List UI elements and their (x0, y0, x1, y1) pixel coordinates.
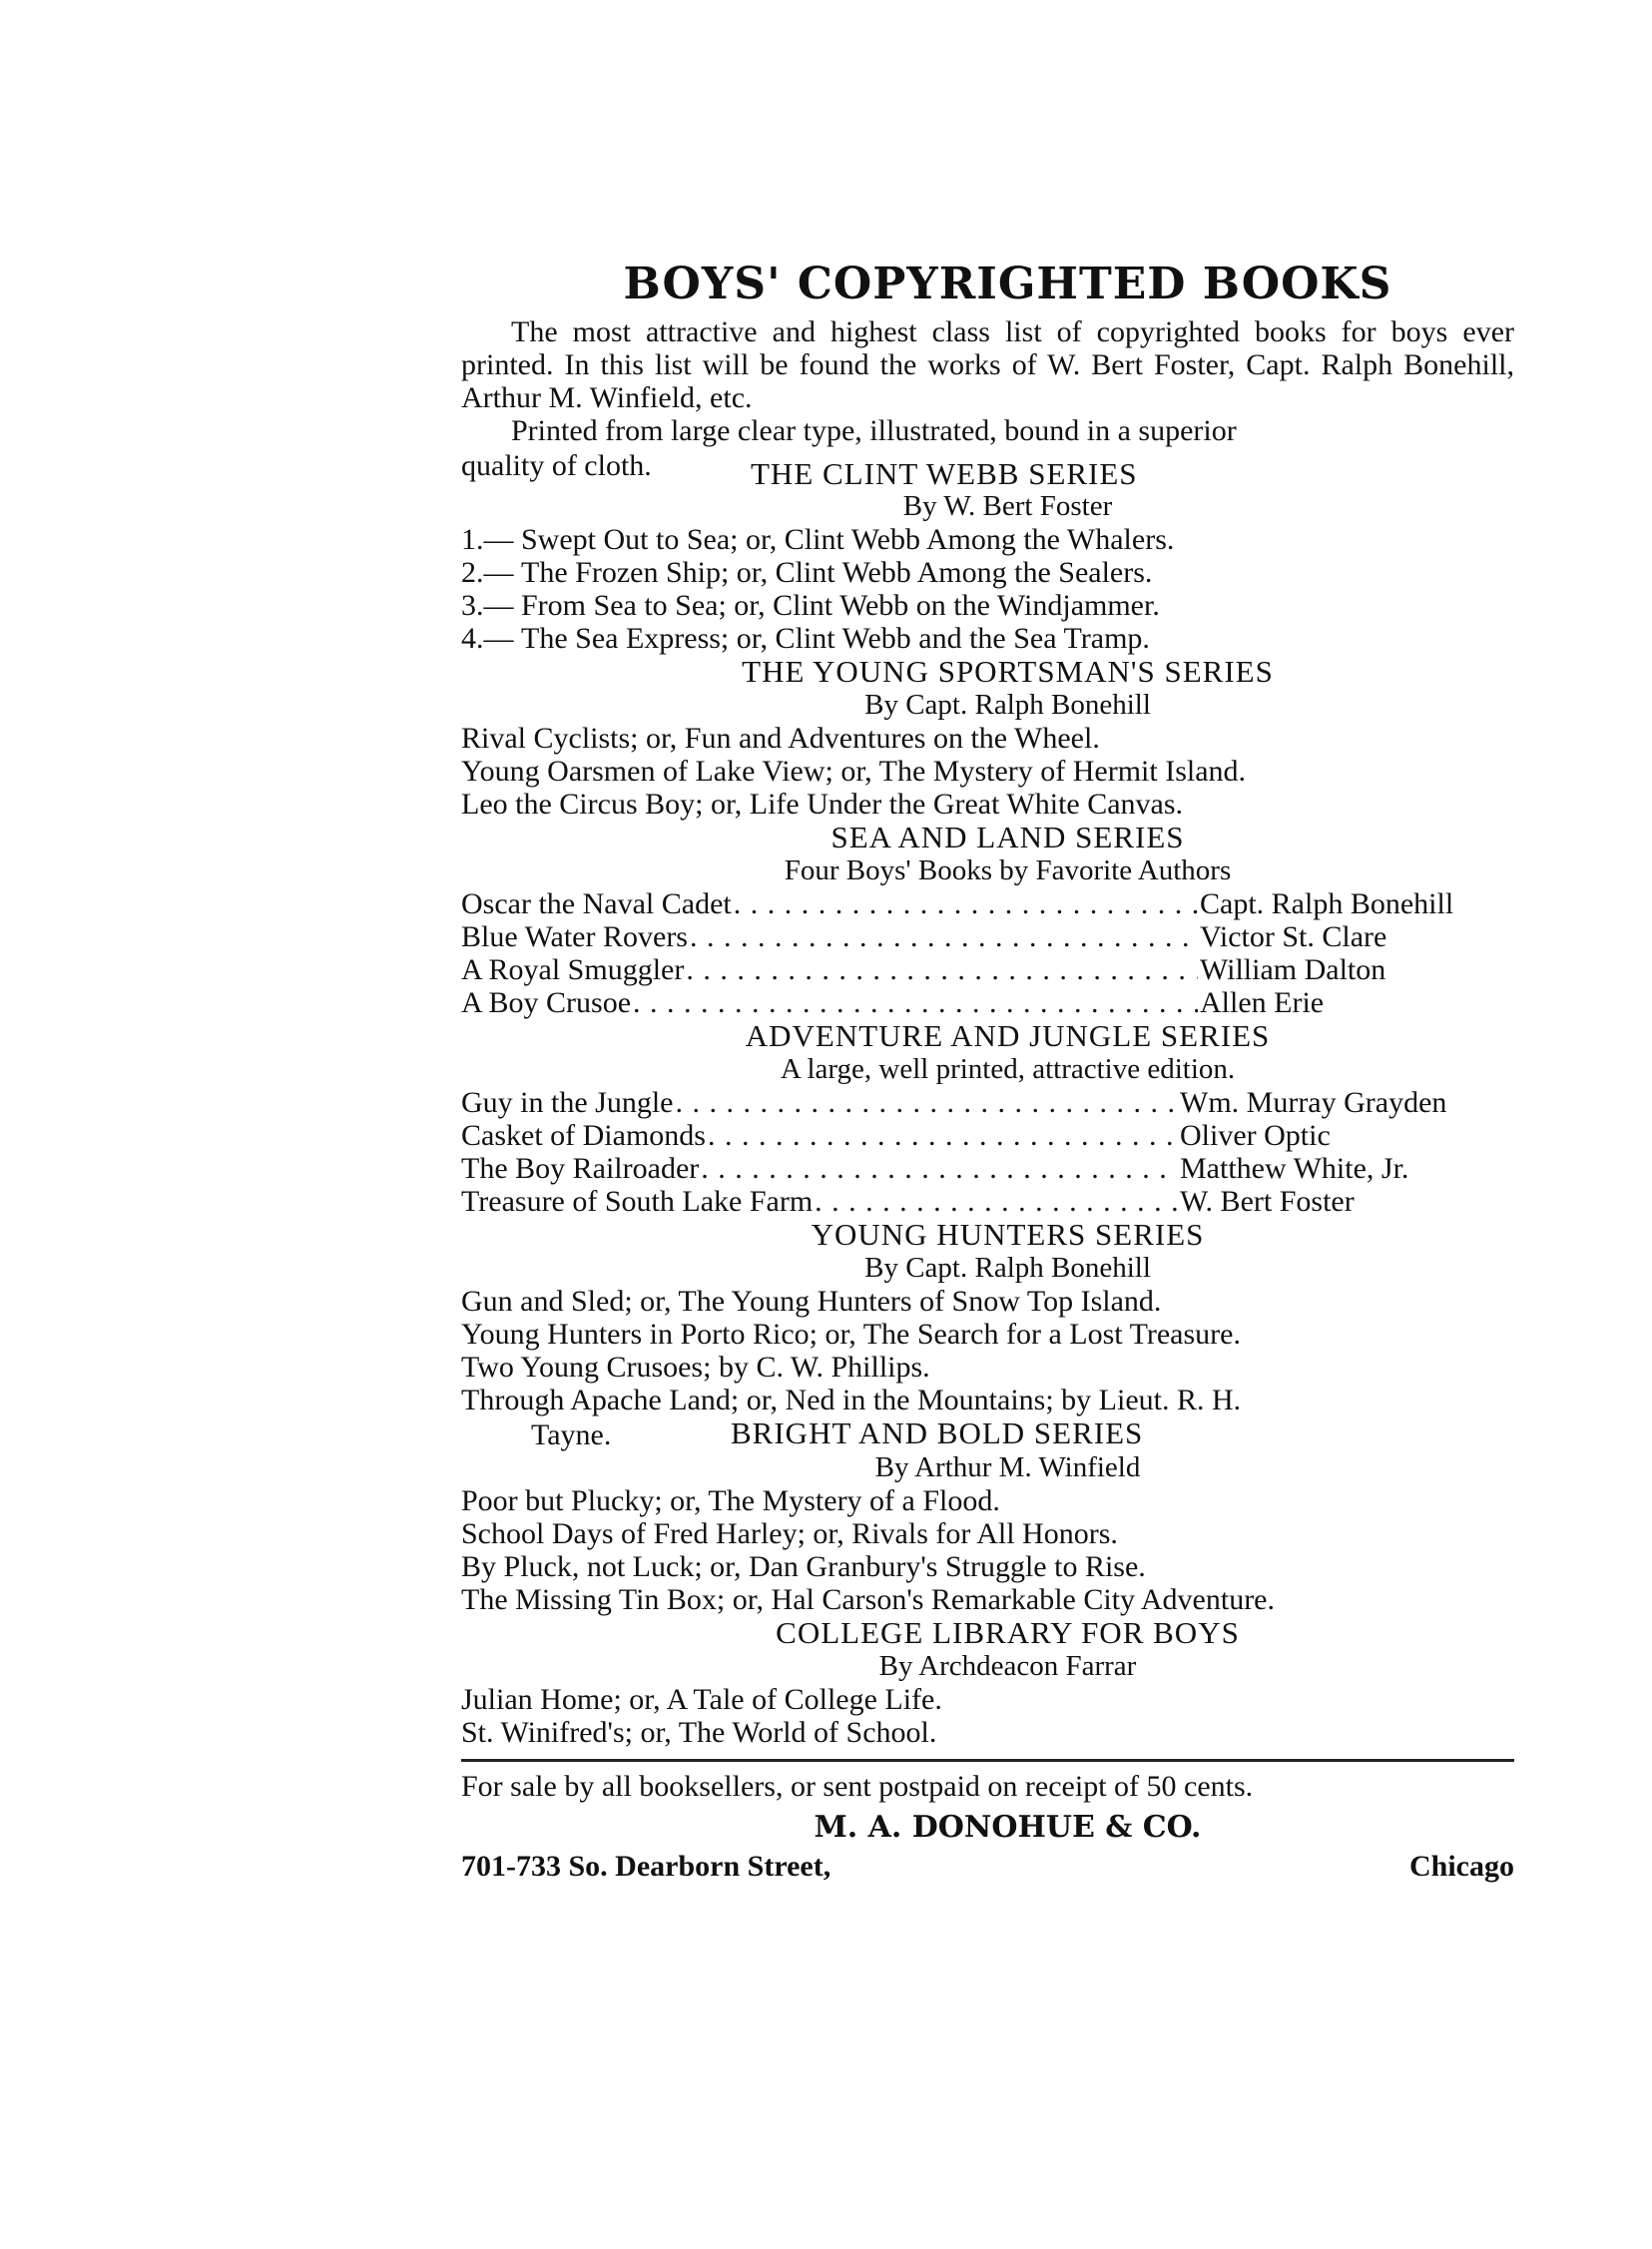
series-byline: A large, well printed, attractive edition. (780, 1053, 1236, 1085)
list-item: Gun and Sled; or, The Young Hunters of Snow Top Island. (461, 1285, 1162, 1318)
clint-webb-heading: THE CLINT WEBB SERIES (751, 456, 1138, 491)
street-address: 701-733 So. Dearborn Street, (461, 1850, 831, 1883)
series-byline: By Capt. Ralph Bonehill (864, 1252, 1151, 1284)
series-byline: By Capt. Ralph Bonehill (864, 689, 1151, 721)
series-byline: By W. Bert Foster (902, 490, 1113, 522)
publisher-address (461, 1848, 1514, 1886)
advertisement-page (461, 258, 1514, 1886)
young-sportsman-series (461, 655, 1514, 821)
list-item: By Pluck, not Luck; or, Dan Granbury's Struggle to Rise. (461, 1550, 1146, 1583)
list-item: Leo the Circus Boy; or, Life Under the Great White Canvas. (461, 788, 1184, 821)
list-item: Poor but Plucky; or, The Mystery of a Flood. (461, 1484, 1000, 1517)
list-item: Guy in the Jungle . . . Wm. Murray Grayden (461, 1086, 1514, 1119)
young-hunters-series (461, 1218, 1514, 1416)
list-item: Casket of Diamonds . . . Oliver Optic (461, 1119, 1514, 1152)
list-item: Young Hunters in Porto Rico; or, The Search for a Lost Treasure. (461, 1318, 1241, 1351)
series-heading: YOUNG HUNTERS SERIES (811, 1217, 1205, 1252)
bright-bold-heading: BRIGHT AND BOLD SERIES (731, 1415, 1144, 1450)
publisher-name: M. A. DONOHUE & CO. (814, 1810, 1202, 1845)
sale-note: For sale by all booksellers, or sent postpaid on receipt of 50 cents. (461, 1770, 1254, 1803)
list-item: School Days of Fred Harley; or, Rivals for All Honors. (461, 1517, 1118, 1550)
list-item: Rival Cyclists; or, Fun and Adventures on the Wheel. (461, 722, 1100, 755)
list-item: A Royal Smuggler . . . William Dalton (461, 953, 1514, 986)
list-item: 4.— The Sea Express; or, Clint Webb and the Sea Tramp. (461, 622, 1150, 655)
series-heading: THE YOUNG SPORTSMAN'S SERIES (742, 654, 1274, 689)
series-byline: Four Boys' Books by Favorite Authors (784, 854, 1232, 886)
list-item: A Boy Crusoe . . . Allen Erie (461, 986, 1514, 1019)
list-item: Two Young Crusoes; by C. W. Phillips. (461, 1351, 930, 1384)
hunters-bright-row (461, 1416, 1514, 1451)
list-item: Oscar the Naval Cadet . . . Capt. Ralph Bonehill (461, 887, 1514, 920)
series-byline: By Archdeacon Farrar (878, 1650, 1137, 1682)
list-item: Blue Water Rovers . . . Victor St. Clare (461, 920, 1514, 953)
list-item: Young Oarsmen of Lake View; or, The Mystery of Hermit Island. (461, 755, 1247, 788)
list-item: 3.— From Sea to Sea; or, Clint Webb on the Windjammer. (461, 589, 1160, 622)
list-item: Julian Home; or, A Tale of College Life. (461, 1683, 942, 1716)
list-item-wrap: Tayne. (531, 1418, 612, 1451)
city: Chicago (1409, 1850, 1514, 1883)
series-heading: SEA AND LAND SERIES (830, 820, 1185, 854)
intro-paragraph-2-end: quality of cloth. (461, 449, 652, 482)
list-item: Through Apache Land; or, Ned in the Mountains; by Lieut. R. H. (461, 1384, 1242, 1416)
list-item: The Boy Railroader . . . Matthew White, Jr. (461, 1152, 1514, 1185)
intro-paragraph-2: Printed from large clear type, illustrated, bound in a superior (511, 414, 1237, 447)
list-item: Treasure of South Lake Farm . . . W. Bert Foster (461, 1185, 1514, 1218)
sea-and-land-series (461, 821, 1514, 1019)
series-heading: COLLEGE LIBRARY FOR BOYS (776, 1615, 1240, 1650)
list-item: 2.— The Frozen Ship; or, Clint Webb Among the Sealers. (461, 556, 1153, 589)
adventure-jungle-series (461, 1019, 1514, 1218)
divider (461, 1759, 1514, 1762)
series-byline: By Arthur M. Winfield (874, 1451, 1141, 1483)
list-item: 1.— Swept Out to Sea; or, Clint Webb Among the Whalers. (461, 523, 1175, 556)
list-item: St. Winifred's; or, The World of School. (461, 1716, 937, 1749)
intro-text (461, 315, 1514, 447)
intro-paragraph-1: The most attractive and highest class list of copyrighted books for boys ever printed. In this list will be found the works of W. Bert Foster, Capt. Ralph Bonehill, Arthur M. Winfield, etc. (461, 315, 1514, 414)
bright-bold-series (461, 1451, 1514, 1616)
college-library-series (461, 1616, 1514, 1749)
page-title: BOYS' COPYRIGHTED BOOKS (623, 259, 1392, 309)
list-item: The Missing Tin Box; or, Hal Carson's Remarkable City Adventure. (461, 1583, 1275, 1616)
clint-webb-series (461, 490, 1514, 655)
series-heading: ADVENTURE AND JUNGLE SERIES (745, 1018, 1271, 1053)
intro-series-row (461, 447, 1514, 490)
